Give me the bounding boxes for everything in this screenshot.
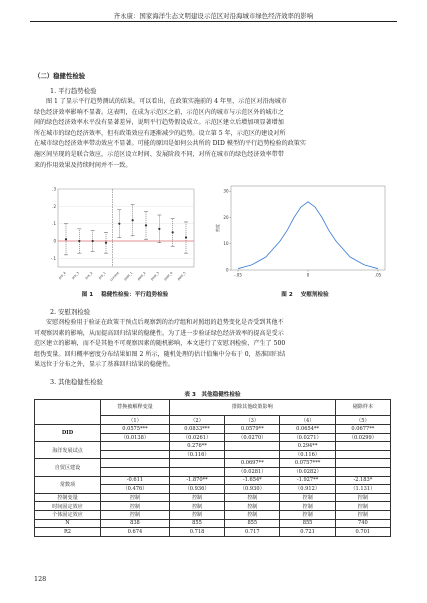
fig1-point — [65, 238, 67, 240]
row-label: 个体固定效应 — [35, 510, 101, 519]
fig1-point — [78, 240, 80, 242]
coef-cell: 0.0757*** — [280, 459, 335, 468]
row-label: 常数项 — [35, 476, 101, 493]
fig1-xtick-label: pre_4 — [57, 270, 67, 280]
se-cell: （0.0281） — [225, 467, 280, 476]
value-cell: 控制 — [280, 510, 335, 519]
figure2-placebo-density-chart — [213, 182, 391, 286]
para1_lines-line: 图 1 了显示平行趋势测试的结果。可以看出，在政策实施前的 4 年里，示范区对沿海城市 — [46, 98, 287, 105]
fig1-point — [158, 228, 160, 230]
para2_lines-line: 组伪变量。回归概率密度分布结果如图 2 所示，随机处理的估计值集中分布于 0，基准回归结 — [34, 350, 286, 358]
se-cell — [101, 467, 170, 476]
subsection-placebo: 2. 安慰剂检验 — [50, 308, 91, 316]
row-label: N — [35, 519, 101, 528]
table-row — [35, 502, 391, 511]
fig1-point — [132, 219, 134, 221]
figure2-caption — [240, 290, 370, 298]
se-cell: （0.0261） — [169, 433, 224, 442]
para1_lines-line: 来的作用效果及持续时间并不一致。 — [34, 161, 132, 169]
coef-cell — [169, 459, 224, 468]
page-number: 128 — [34, 575, 47, 583]
value-cell: 838 — [101, 519, 170, 528]
value-cell: 控制 — [169, 502, 224, 511]
figure1-caption-number: 图 1 — [81, 292, 94, 298]
fig1-ytick-label: 0 — [53, 238, 56, 244]
fig1-xtick-label: post_4 — [163, 270, 174, 282]
coef-cell — [101, 459, 170, 468]
col-header-exclude-policy: 排除其他政策影响 — [169, 400, 335, 416]
coef-cell: -1.927** — [280, 476, 335, 485]
fig1-ytick-label: .3 — [52, 186, 56, 192]
se-cell: （1.131） — [335, 485, 390, 494]
se-cell: （0.116） — [169, 450, 224, 459]
value-cell: 855 — [280, 519, 335, 528]
coef-cell: -1.654* — [225, 476, 280, 485]
se-cell: （0.0299） — [335, 433, 390, 442]
table-row — [35, 442, 391, 451]
fig1-point — [145, 224, 147, 226]
se-cell: （0.0271） — [280, 433, 335, 442]
table-row — [35, 476, 391, 485]
coef-cell: 0.294** — [280, 442, 335, 451]
value-cell: 0.717 — [225, 528, 280, 537]
col-num-3: （3） — [225, 416, 280, 425]
se-cell: （0.936） — [169, 485, 224, 494]
fig1-point — [118, 223, 120, 225]
table-row — [35, 425, 391, 434]
para2_lines-line: 可观察因素的影响，从而提高回归结果的稳健性。为了进一步验证绿色经济效率的提高是受示 — [34, 329, 284, 337]
row-label: 自贸区建设 — [35, 459, 101, 476]
coef-cell: -1.870** — [169, 476, 224, 485]
value-cell: 控制 — [225, 510, 280, 519]
coef-cell: 0.0697** — [225, 459, 280, 468]
fig1-xtick-label: pre_2 — [84, 270, 94, 280]
value-cell: 0.701 — [335, 528, 390, 537]
figure2-caption-number: 图 2 — [281, 292, 293, 298]
para1_lines-line: 所在城市的绿色经济效率，但有政策效应有逐渐减少的趋势。设立第 5 年，示范区的建设对所 — [34, 129, 286, 137]
value-cell: 855 — [169, 519, 224, 528]
se-cell: （0.116） — [280, 450, 335, 459]
value-cell: 控制 — [280, 502, 335, 511]
value-cell: 控制 — [335, 493, 390, 502]
table-row — [35, 528, 391, 537]
value-cell: 控制 — [169, 493, 224, 502]
fig1-xtick-label: pre_1 — [97, 270, 107, 280]
paragraph-parallel-trend — [34, 97, 391, 171]
col-num-1: （1） — [101, 416, 170, 425]
value-cell: 0.674 — [101, 528, 170, 537]
fig2-xtick-label: .05 — [374, 272, 382, 278]
para2_lines-line: 范区建立的影响，而不是其他不可观察因素的随机影响，本文进行了安慰剂检验，产生了 500 — [34, 340, 286, 348]
se-cell — [335, 467, 390, 476]
fig1-point — [105, 242, 107, 244]
value-cell: 控制 — [280, 493, 335, 502]
fig1-point — [185, 236, 187, 238]
row-label: R2 — [35, 528, 101, 537]
running-header: 齐永康：国家海洋生态文明建设示范区对沿海城市绿色经济效率的影响 — [113, 12, 314, 20]
section-title: （二）稳健性检验 — [34, 72, 86, 80]
row-label: 海洋发展试点 — [35, 442, 101, 459]
figure1-caption — [60, 290, 190, 298]
fig2-ytick-label: 10 — [223, 241, 229, 247]
col-header-replace-dv: 替换被解释变量 — [101, 400, 170, 416]
fig1-point — [92, 240, 94, 242]
se-cell — [101, 450, 170, 459]
subsection-parallel-trend: 1. 平行趋势检验 — [50, 87, 97, 95]
fig1-ytick-label: .2 — [52, 203, 56, 209]
fig1-xtick-label: post_5 — [176, 270, 187, 282]
header-rule — [30, 21, 397, 22]
se-cell — [225, 450, 280, 459]
col-num-2: （2） — [169, 416, 224, 425]
coef-cell: -2.183* — [335, 476, 390, 485]
fig1-point — [172, 231, 174, 233]
value-cell: 控制 — [101, 502, 170, 511]
coef-cell: -0.611 — [101, 476, 170, 485]
se-cell: （0.0270） — [225, 433, 280, 442]
value-cell: 855 — [225, 519, 280, 528]
fig2-ytick-label: 20 — [223, 214, 229, 220]
fig1-xtick-label: post_2 — [136, 270, 147, 282]
se-cell: （0.0138） — [101, 433, 170, 442]
coef-cell — [335, 442, 390, 451]
subsection-other-robustness: 3. 其他稳健性检验 — [50, 378, 103, 386]
coef-cell — [101, 442, 170, 451]
coef-cell: 0.0654** — [280, 425, 335, 434]
fig2-xtick-label: 0 — [306, 272, 310, 278]
para2_lines-line: 果远位于分布之外，显示了基准回归结果的稳健性。 — [34, 361, 175, 369]
para1_lines-line: 间的绿色经济效率水平没有显著差异，说明平行趋势假设成立。示范区建立后增加项显著增加 — [34, 119, 284, 127]
table-corner — [35, 400, 101, 425]
col-header-exclude-sample: 剔除样本 — [335, 400, 390, 416]
fig2-ytick-label: 0 — [225, 267, 229, 273]
coef-cell: 0.0833*** — [169, 425, 224, 434]
table3-caption: 表 3 其他稳健性检验 — [184, 392, 241, 398]
se-cell: （0.0282） — [280, 467, 335, 476]
value-cell: 控制 — [225, 502, 280, 511]
coef-cell — [335, 459, 390, 468]
value-cell: 控制 — [335, 502, 390, 511]
coef-cell: 0.0579** — [225, 425, 280, 434]
fig2-ylabel: 密度 — [215, 224, 220, 232]
paragraph-placebo — [34, 318, 391, 371]
fig2-ytick-label: 30 — [223, 188, 229, 194]
table-row — [35, 459, 391, 468]
fig1-xtick-label: current — [109, 270, 121, 282]
value-cell: 0.718 — [169, 528, 224, 537]
fig1-ytick-label: .1 — [52, 221, 56, 227]
se-cell: （0.930） — [225, 485, 280, 494]
figure1-caption-text: 稳健性检验：平行趋势检验 — [101, 292, 169, 298]
coef-cell: 0.0575*** — [101, 425, 170, 434]
fig1-xtick-label: post_1 — [123, 270, 134, 282]
value-cell: 740 — [335, 519, 390, 528]
table-row — [35, 519, 391, 528]
fig1-xtick-label: post_3 — [149, 270, 161, 282]
se-cell: （0.912） — [280, 485, 335, 494]
col-num-5: （5） — [335, 416, 390, 425]
fig1-ytick-label: -.1 — [50, 255, 56, 261]
fig2-xtick-label: -.05 — [234, 272, 242, 278]
value-cell: 控制 — [101, 493, 170, 502]
se-cell — [169, 467, 224, 476]
row-label: 时间固定效应 — [35, 502, 101, 511]
figure1-parallel-trend-chart — [34, 183, 204, 287]
row-label: 控制变量 — [35, 493, 101, 502]
se-cell — [335, 450, 390, 459]
value-cell: 控制 — [169, 510, 224, 519]
table-row — [35, 510, 391, 519]
table-row — [35, 493, 391, 502]
coef-cell — [225, 442, 280, 451]
row-label: DID — [35, 425, 101, 442]
para2_lines-line: 安慰剂检验用于验证在政策干预点后观察到的治疗组和对照组的趋势变化是否受到其他不 — [46, 319, 284, 326]
para1_lines-line: 在城市绿色经济效率带动效应不显著。可能的原因是如何公共所的 DID 模型的平行趋势检验的政策实 — [34, 140, 306, 148]
value-cell: 控制 — [101, 510, 170, 519]
para1_lines-line: 施区间呈现的是联合效应，示范区设立时间、发展阶段不同，对所在城市的绿色经济效率带带 — [34, 150, 284, 158]
table3-robustness — [34, 399, 391, 537]
col-num-4: （4） — [280, 416, 335, 425]
coef-cell: 0.0677** — [335, 425, 390, 434]
para1_lines-line: 绿色经济效率影响不显著。这表明，在成为示范区之前，示范区内的城市与示范区外的城市之 — [34, 108, 284, 116]
fig1-bg — [34, 183, 204, 287]
value-cell: 控制 — [225, 493, 280, 502]
value-cell: 控制 — [335, 510, 390, 519]
figure2-caption-text: 安慰剂检验 — [300, 292, 329, 298]
value-cell: 0.721 — [280, 528, 335, 537]
fig2-bg — [213, 182, 391, 286]
fig1-xtick-label: pre_3 — [70, 270, 81, 280]
se-cell: （0.476） — [101, 485, 170, 494]
coef-cell: 0.276** — [169, 442, 224, 451]
